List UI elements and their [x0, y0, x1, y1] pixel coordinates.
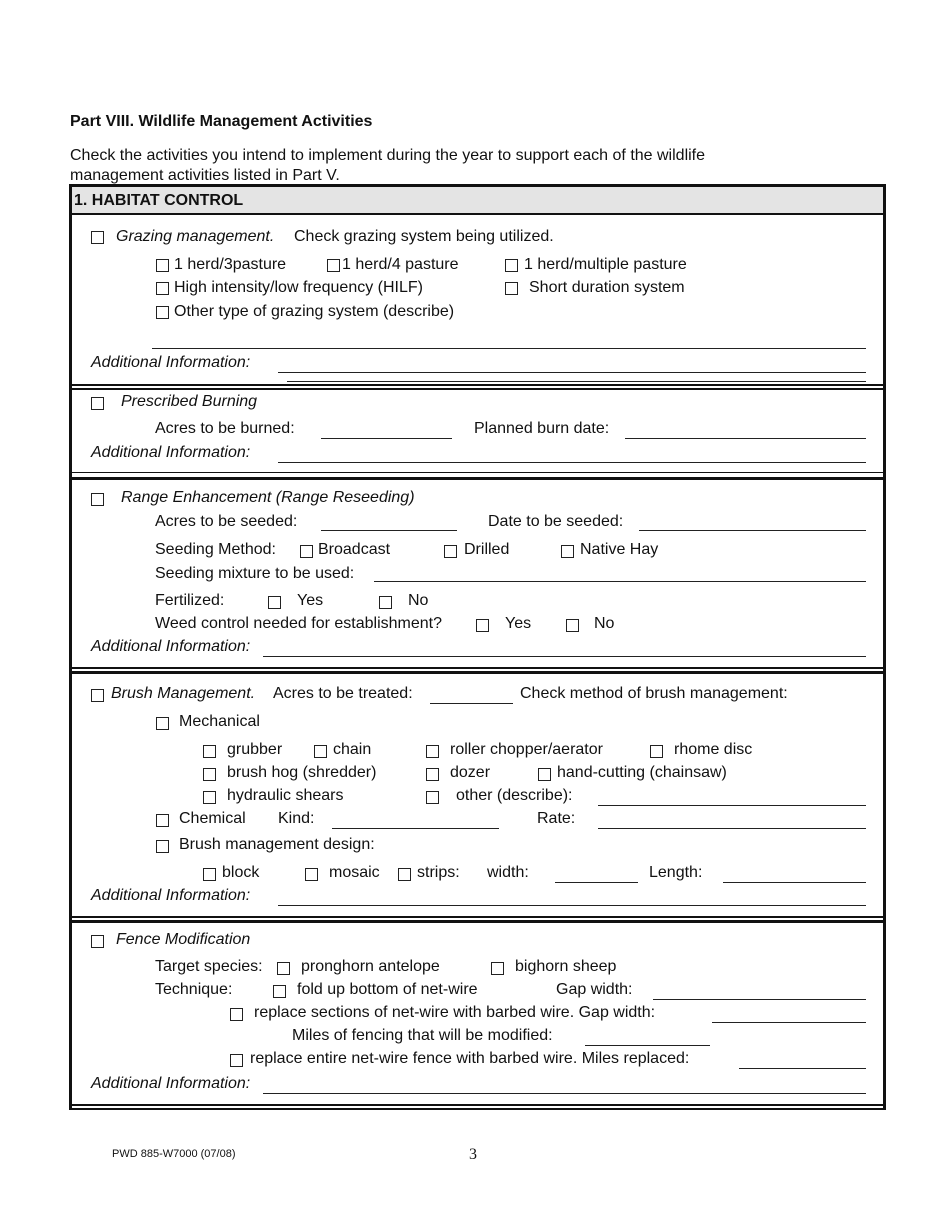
strip-length-label: Length: [649, 864, 703, 881]
grubber-label: grubber [227, 741, 283, 758]
miles-replaced-field[interactable] [739, 1068, 866, 1069]
strip-length-field[interactable] [723, 882, 866, 883]
seeding-mixture-label: Seeding mixture to be used: [155, 565, 355, 582]
grazing-opt1-checkbox[interactable] [156, 259, 169, 272]
hydraulic-shears-checkbox[interactable] [203, 791, 216, 804]
pronghorn-label: pronghorn antelope [301, 958, 440, 975]
grazing-additional-info-label: Additional Information: [91, 354, 251, 371]
target-species-label: Target species: [155, 958, 263, 975]
brush-acres-field[interactable] [430, 703, 513, 704]
grazing-opt2-checkbox[interactable] [327, 259, 340, 272]
bighorn-label: bighorn sheep [515, 958, 617, 975]
brush-title: Brush Management. [111, 685, 256, 702]
roller-chopper-checkbox[interactable] [426, 745, 439, 758]
hydraulic-shears-label: hydraulic shears [227, 787, 344, 804]
burning-title: Prescribed Burning [121, 393, 258, 410]
table-bottom-border [70, 1108, 886, 1110]
fertilized-yes-label: Yes [297, 592, 324, 609]
seed-date-label: Date to be seeded: [488, 513, 624, 530]
fertilized-label: Fertilized: [155, 592, 225, 609]
burning-additional-info-label: Additional Information: [91, 444, 251, 461]
fertilized-yes-checkbox[interactable] [268, 596, 281, 609]
grazing-opt3-label: 1 herd/multiple pasture [524, 256, 687, 273]
roller-chopper-label: roller chopper/aerator [450, 741, 603, 758]
section-divider [70, 916, 886, 918]
native-hay-checkbox[interactable] [561, 545, 574, 558]
broadcast-label: Broadcast [318, 541, 391, 558]
section-divider [70, 472, 886, 473]
weed-yes-checkbox[interactable] [476, 619, 489, 632]
drilled-label: Drilled [464, 541, 510, 558]
brush-method-label: Check method of brush management: [520, 685, 788, 702]
replace-sections-checkbox[interactable] [230, 1008, 243, 1021]
drilled-checkbox[interactable] [444, 545, 457, 558]
replace-entire-label: replace entire net-wire fence with barbed wire. Miles replaced: [250, 1050, 690, 1067]
header-divider [70, 213, 886, 215]
broadcast-checkbox[interactable] [300, 545, 313, 558]
strip-width-field[interactable] [555, 882, 638, 883]
grazing-opt3-checkbox[interactable] [505, 259, 518, 272]
fold-gap-width-field[interactable] [653, 999, 866, 1000]
chemical-checkbox[interactable] [156, 814, 169, 827]
grazing-title: Grazing management. [116, 228, 275, 245]
page-title: Part VIII. Wildlife Management Activities [70, 113, 373, 130]
burning-additional-info-line[interactable] [278, 462, 866, 463]
fold-gap-width-label: Gap width: [556, 981, 633, 998]
rhome-disc-checkbox[interactable] [650, 745, 663, 758]
intro-text-line1: Check the activities you intend to implement during the year to support each of the wildlife [70, 147, 706, 164]
chemical-rate-label: Rate: [537, 810, 576, 827]
chain-label: chain [333, 741, 372, 758]
block-checkbox[interactable] [203, 868, 216, 881]
form-id: PWD 885-W7000 (07/08) [112, 1148, 236, 1160]
range-additional-info-line[interactable] [263, 656, 866, 657]
section-divider [70, 671, 886, 674]
grazing-instruction: Check grazing system being utilized. [294, 228, 554, 245]
grazing-describe-line[interactable] [152, 348, 866, 349]
section-divider [70, 477, 886, 480]
burn-date-field[interactable] [625, 438, 866, 439]
burn-acres-label: Acres to be burned: [155, 420, 295, 437]
table-right-border [883, 184, 886, 1110]
hand-cutting-checkbox[interactable] [538, 768, 551, 781]
grazing-opt2-label: 1 herd/4 pasture [342, 256, 459, 273]
seeding-method-label: Seeding Method: [155, 541, 276, 558]
fold-up-label: fold up bottom of net-wire [297, 981, 478, 998]
chain-checkbox[interactable] [314, 745, 327, 758]
grazing-additional-info-line2[interactable] [287, 381, 866, 382]
section-divider [70, 384, 886, 386]
grazing-opt6-checkbox[interactable] [156, 306, 169, 319]
mechanical-checkbox[interactable] [156, 717, 169, 730]
dozer-label: dozer [450, 764, 491, 781]
grazing-opt4-label: High intensity/low frequency (HILF) [174, 279, 423, 296]
grazing-opt5-label: Short duration system [529, 279, 685, 296]
brush-hog-checkbox[interactable] [203, 768, 216, 781]
fertilized-no-checkbox[interactable] [379, 596, 392, 609]
native-hay-label: Native Hay [580, 541, 659, 558]
chemical-kind-field[interactable] [332, 828, 499, 829]
replace-gap-width-field[interactable] [712, 1022, 866, 1023]
fence-modification-checkbox[interactable] [91, 935, 104, 948]
table-left-border [69, 184, 72, 1110]
miles-modified-field[interactable] [585, 1045, 710, 1046]
strips-checkbox[interactable] [398, 868, 411, 881]
rhome-disc-label: rhome disc [674, 741, 753, 758]
section-divider [70, 667, 886, 669]
seed-date-field[interactable] [639, 530, 866, 531]
prescribed-burning-checkbox[interactable] [91, 397, 104, 410]
bighorn-checkbox[interactable] [491, 962, 504, 975]
weed-yes-label: Yes [505, 615, 532, 632]
hand-cutting-label: hand-cutting (chainsaw) [557, 764, 727, 781]
burn-date-label: Planned burn date: [474, 420, 610, 437]
brush-design-checkbox[interactable] [156, 840, 169, 853]
brush-additional-info-label: Additional Information: [91, 887, 251, 904]
grazing-opt6-label: Other type of grazing system (describe) [174, 303, 455, 320]
range-title: Range Enhancement (Range Reseeding) [121, 489, 415, 506]
fold-up-checkbox[interactable] [273, 985, 286, 998]
fence-additional-info-label: Additional Information: [91, 1075, 251, 1092]
dozer-checkbox[interactable] [426, 768, 439, 781]
burn-acres-field[interactable] [321, 438, 452, 439]
brush-additional-info-line[interactable] [278, 905, 866, 906]
replace-sections-label: replace sections of net-wire with barbed wire. Gap width: [254, 1004, 656, 1021]
section-divider [70, 920, 886, 923]
fence-additional-info-line[interactable] [263, 1093, 866, 1094]
weed-no-checkbox[interactable] [566, 619, 579, 632]
brush-acres-label: Acres to be treated: [273, 685, 413, 702]
fertilized-no-label: No [408, 592, 429, 609]
other-method-label: other (describe): [456, 787, 573, 804]
miles-modified-label: Miles of fencing that will be modified: [292, 1027, 553, 1044]
grazing-opt1-label: 1 herd/3pasture [174, 256, 287, 273]
grazing-opt4-checkbox[interactable] [156, 282, 169, 295]
seed-acres-field[interactable] [321, 530, 457, 531]
range-additional-info-label: Additional Information: [91, 638, 251, 655]
page-number: 3 [469, 1146, 477, 1163]
grazing-opt5-checkbox[interactable] [505, 282, 518, 295]
technique-label: Technique: [155, 981, 233, 998]
strip-width-label: width: [487, 864, 529, 881]
weed-no-label: No [594, 615, 615, 632]
grubber-checkbox[interactable] [203, 745, 216, 758]
chemical-kind-label: Kind: [278, 810, 315, 827]
other-method-field[interactable] [598, 805, 866, 806]
intro-text-line2: management activities listed in Part V. [70, 167, 340, 184]
mosaic-label: mosaic [329, 864, 380, 881]
mechanical-label: Mechanical [179, 713, 260, 730]
strips-label: strips: [417, 864, 460, 881]
fence-title: Fence Modification [116, 931, 251, 948]
section-divider [70, 388, 886, 390]
chemical-rate-field[interactable] [598, 828, 866, 829]
grazing-management-checkbox[interactable] [91, 231, 104, 244]
pronghorn-checkbox[interactable] [277, 962, 290, 975]
brush-management-checkbox[interactable] [91, 689, 104, 702]
replace-entire-checkbox[interactable] [230, 1054, 243, 1067]
seeding-mixture-field[interactable] [374, 581, 866, 582]
grazing-additional-info-line[interactable] [278, 372, 866, 373]
brush-hog-label: brush hog (shredder) [227, 764, 377, 781]
seed-acres-label: Acres to be seeded: [155, 513, 298, 530]
chemical-label: Chemical [179, 810, 246, 827]
weed-control-label: Weed control needed for establishment? [155, 615, 442, 632]
brush-design-label: Brush management design: [179, 836, 375, 853]
table-bottom-border [70, 1104, 886, 1106]
mosaic-checkbox[interactable] [305, 868, 318, 881]
habitat-control-header: 1. HABITAT CONTROL [74, 192, 244, 209]
other-method-checkbox[interactable] [426, 791, 439, 804]
block-label: block [222, 864, 260, 881]
range-enhancement-checkbox[interactable] [91, 493, 104, 506]
